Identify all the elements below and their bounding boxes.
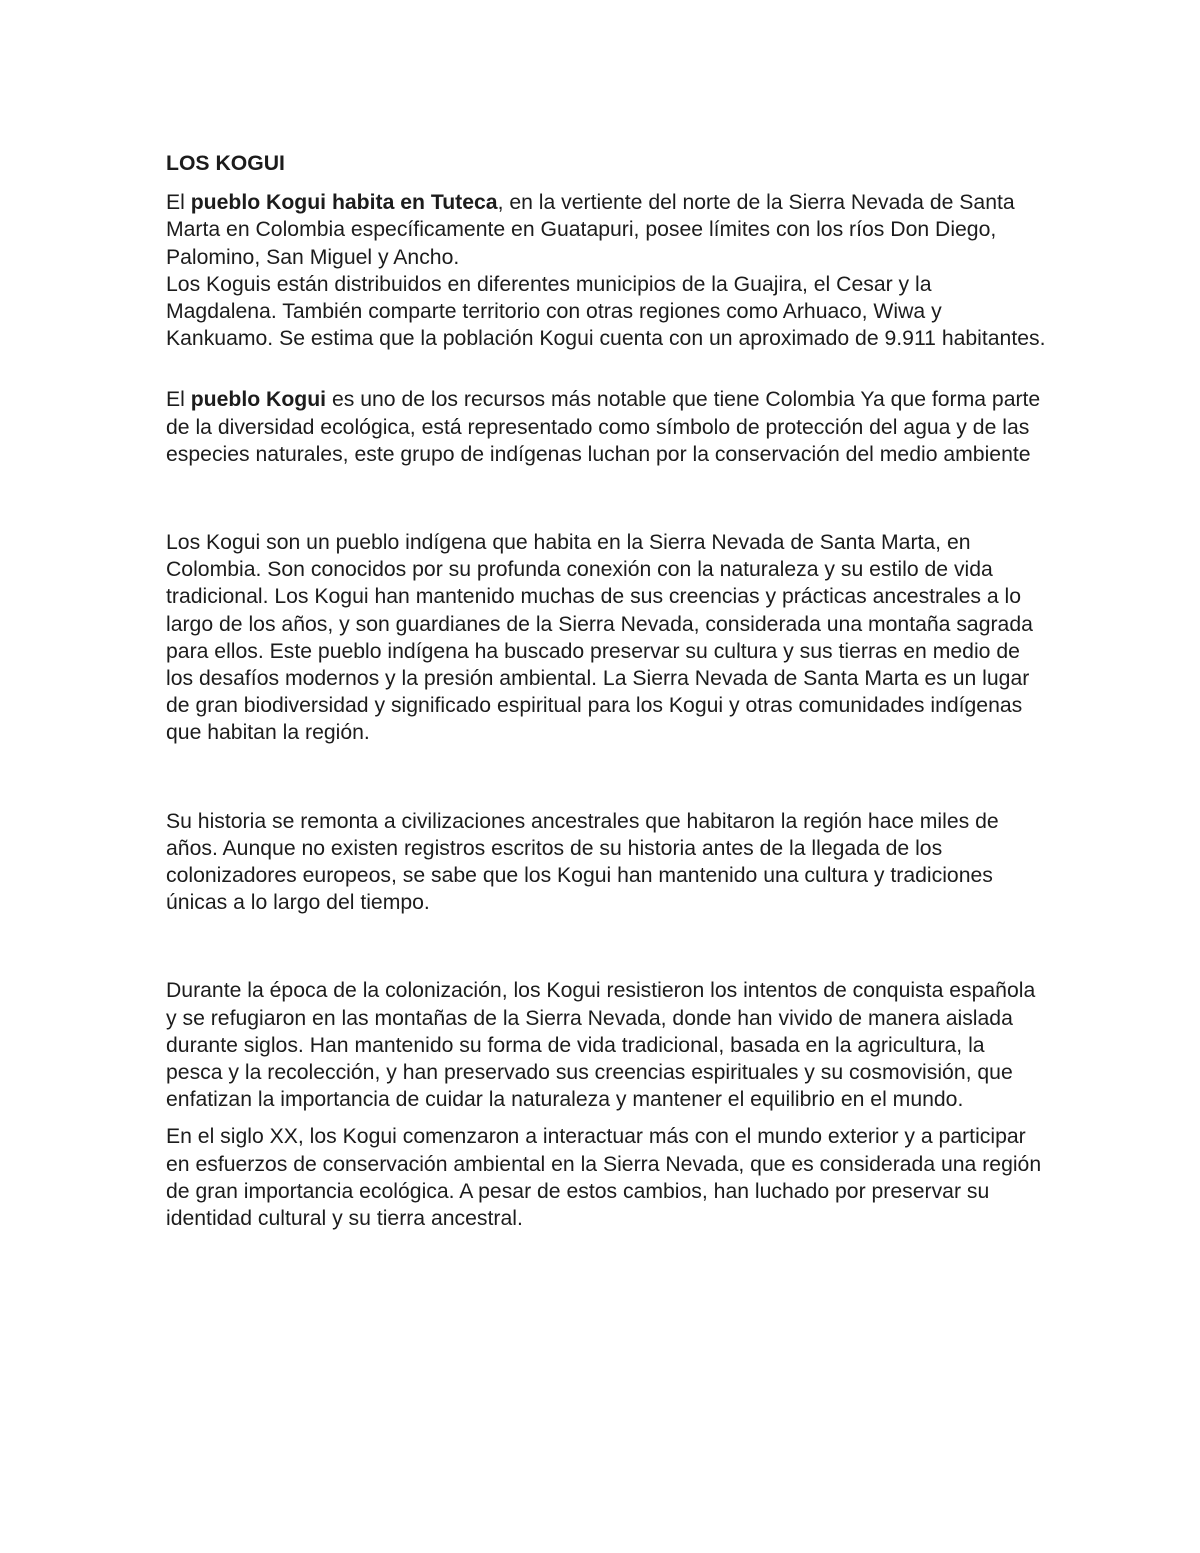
paragraph-location: [166, 189, 1046, 271]
paragraph-twentieth-century: En el siglo XX, los Kogui comenzaron a interactuar más con el mundo exterior y a participar en esfuerzos de conservación ambiental en la Sierra Nevada, que es considerada una región de gran importancia ecológica. A pesar de estos cambios, han luchado por preservar su identidad cultural y su tierra ancestral.: [166, 1125, 1042, 1231]
paragraph-importance: [166, 386, 1046, 468]
document-title: LOS KOGUI: [166, 152, 285, 175]
text-run: , en la vertiente del norte de la Sierra Nevada de Santa Marta en Colombia específicamente en Guatapuri, posee límites con los ríos Don Diego, Palomino, San Miguel y Ancho.: [166, 191, 1015, 269]
text-run: El: [166, 191, 191, 215]
bold-text: pueblo Kogui: [190, 388, 327, 412]
text-run: El: [166, 388, 191, 412]
paragraph-distribution: Los Koguis están distribuidos en diferentes municipios de la Guajira, el Cesar y la Magdalena. También comparte territorio con otras regiones como Arhuaco, Wiwa y Kankuamo. Se estima que la población Kogui cuenta con un aproximado de 9.911 habitantes.: [166, 272, 1046, 351]
paragraph-colonization: Durante la época de la colonización, los Kogui resistieron los intentos de conquista española y se refugiaron en las montañas de la Sierra Nevada, donde han vivido de manera aislada durante siglos. Han mantenido su forma de vida tradicional, basada en la agricultura, la pesca y la recolección, y han preservado sus creencias espirituales y su cosmovisión, que enfatizan la importancia de cuidar la naturaleza y mantener el equilibrio en el mundo.: [166, 979, 1036, 1112]
paragraph-history: Su historia se remonta a civilizaciones ancestrales que habitaron la región hace miles de años. Aunque no existen registros escritos de su historia antes de la llegada de los colonizadores europeos, se sabe que los Kogui han mantenido una cultura y tradiciones únicas a lo largo del tiempo.: [166, 809, 999, 915]
text-run: es uno de los recursos más notable que tiene Colombia Ya que forma parte de la diversidad ecológica, está representado como símbolo de protección del agua y de las especies naturales, este grupo de indígenas luchan por la conservación del medio ambiente: [166, 388, 1041, 466]
paragraph-overview: Los Kogui son un pueblo indígena que habita en la Sierra Nevada de Santa Marta, en Colombia. Son conocidos por su profunda conexión con la naturaleza y su estilo de vida tradicional. Los Kogui han mantenido muchas de sus creencias y prácticas ancestrales a lo largo de los años, y son guardianes de la Sierra Nevada, considerada una montaña sagrada para ellos. Este pueblo indígena ha buscado preservar su cultura y sus tierras en medio de los desafíos modernos y la presión ambiental. La Sierra Nevada de Santa Marta es un lugar de gran biodiversidad y significado espiritual para los Kogui y otras comunidades indígenas que habitan la región.: [166, 531, 1033, 745]
document-page: [166, 150, 1046, 1232]
bold-text: pueblo Kogui habita en Tuteca: [190, 191, 498, 215]
